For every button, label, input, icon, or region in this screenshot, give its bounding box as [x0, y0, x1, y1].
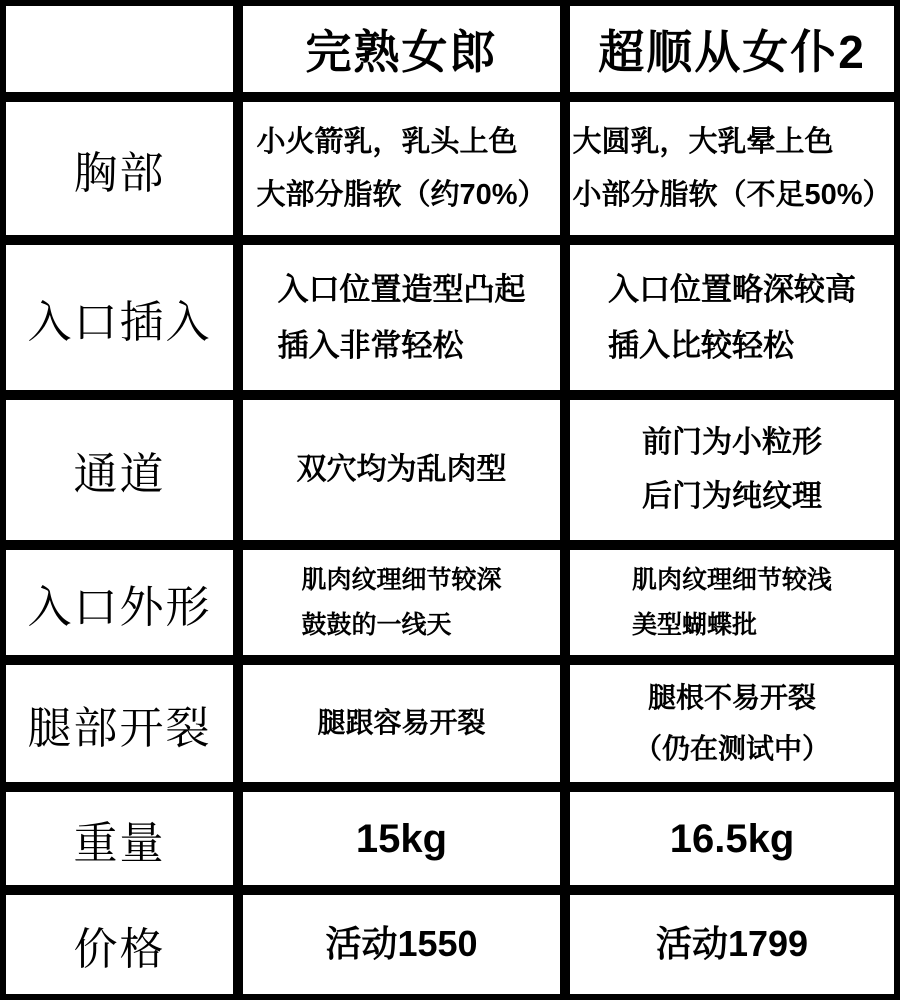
cell-line: 前门为小粒形: [642, 426, 822, 459]
row-label-channel: 通道: [6, 400, 233, 540]
cell-weight-product1: [243, 792, 560, 885]
cell-chest-product2: [570, 102, 894, 235]
cell-line: （仍在测试中）: [633, 732, 830, 764]
cell-entrance-insertion-product2: [570, 245, 894, 390]
cell-line: 腿根不易开裂: [647, 682, 816, 714]
cell-chest-product1: [243, 102, 560, 235]
header-product2: 超顺从女仆2: [570, 6, 894, 92]
row-label-entrance-insertion: 入口插入: [6, 245, 233, 390]
row-label-leg-cracking: 腿部开裂: [6, 665, 233, 782]
row-label-chest: 胸部: [6, 102, 233, 235]
cell-line: 活动1799: [655, 923, 809, 965]
cell-line: 入口位置略深较高: [608, 271, 856, 307]
cell-line: 鼓鼓的一线天: [301, 610, 452, 639]
cell-line: 肌肉纹理细节较浅: [631, 565, 832, 594]
row-label-entrance-shape: 入口外形: [6, 550, 233, 655]
cell-line: 15kg: [355, 816, 448, 861]
cell-price-product1: [243, 895, 560, 994]
cell-line: 小火箭乳，乳头上色: [256, 126, 518, 159]
cell-price-product2: [570, 895, 894, 994]
row-label-weight: 重量: [6, 792, 233, 885]
cell-line: 插入比较轻松: [608, 327, 794, 363]
cell-entrance-insertion-product1: [243, 245, 560, 390]
cell-line: 插入非常轻松: [277, 327, 464, 363]
cell-leg-cracking-product1: [243, 665, 560, 782]
cell-line: 大部分脂软（约70%）: [256, 178, 547, 211]
cell-channel-product1: [243, 400, 560, 540]
cell-line: 双穴均为乱肉型: [296, 453, 507, 486]
cell-line: 肌肉纹理细节较深: [301, 565, 502, 594]
cell-entrance-shape-product2: [570, 550, 894, 655]
cell-channel-product2: [570, 400, 894, 540]
cell-line: 后门为纯纹理: [642, 480, 822, 513]
cell-line: 大圆乳，大乳晕上色: [572, 126, 834, 159]
cell-line: 入口位置造型凸起: [277, 271, 526, 307]
cell-line: 16.5kg: [669, 816, 795, 861]
cell-line: 活动1550: [325, 923, 478, 965]
cell-line: 美型蝴蝶批: [631, 610, 757, 639]
header-corner-cell: [6, 6, 233, 92]
header-product1: 完熟女郎: [243, 6, 560, 92]
cell-entrance-shape-product1: [243, 550, 560, 655]
row-label-price: 价格: [6, 895, 233, 994]
cell-line: 小部分脂软（不足50%）: [572, 178, 892, 211]
cell-weight-product2: [570, 792, 894, 885]
cell-leg-cracking-product2: [570, 665, 894, 782]
cell-line: 腿跟容易开裂: [317, 707, 486, 739]
